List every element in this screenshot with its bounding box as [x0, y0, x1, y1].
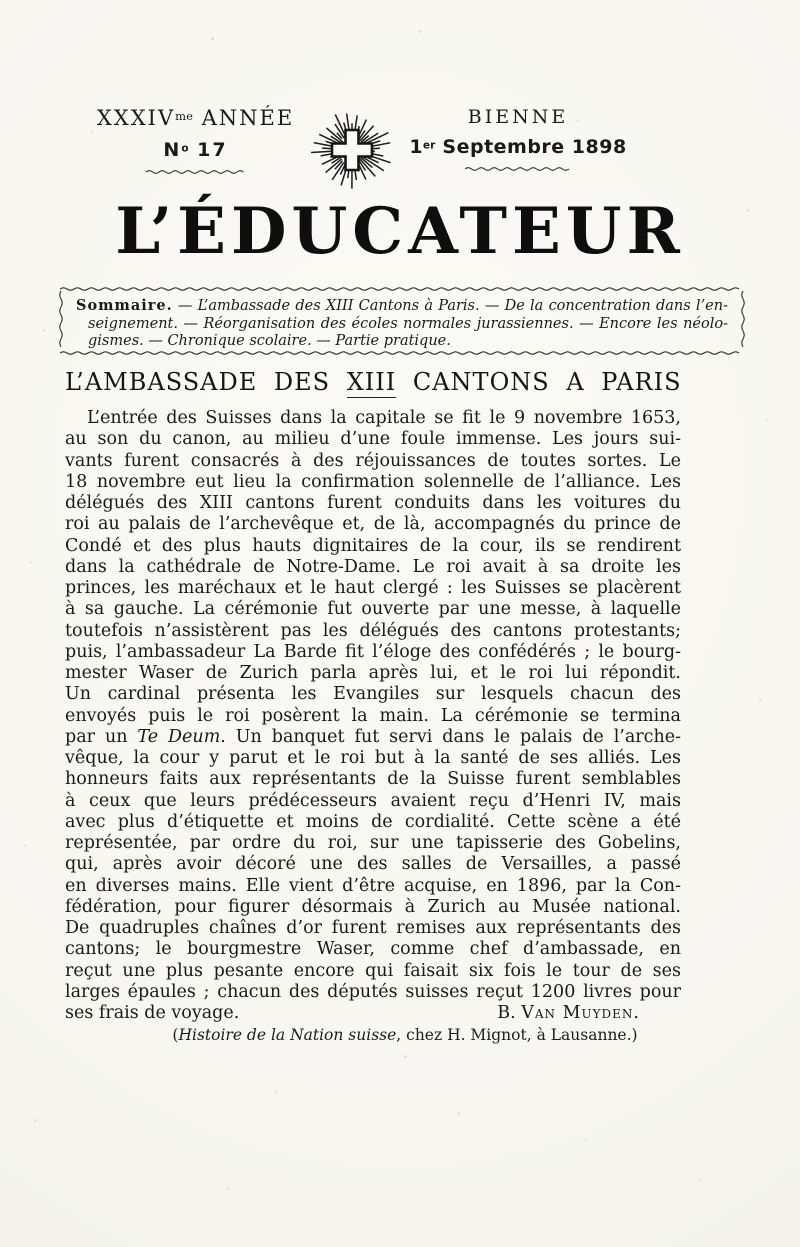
- body-line: par un Te Deum. Un banquet fut servi dans le palais de l’arche-: [65, 726, 681, 747]
- body-line: L’entrée des Suisses dans la capitale se fit le 9 novembre 1653,: [87, 408, 681, 428]
- body-line: à ceux que leurs prédécesseurs avaient reçu d’Henri IV, mais: [65, 790, 681, 811]
- body-line: puis, l’ambassadeur La Barde fit l’éloge des confédérés ; le bourg-: [65, 641, 681, 662]
- squiggle-rule-icon: [465, 165, 571, 173]
- swiss-cross-sunburst-icon: [299, 102, 405, 198]
- body-line: reçut une plus pesante encore qui faisait six fois le tour de ses: [65, 960, 681, 981]
- body-line: princes, les maréchaux et le haut clergé : les Suisses se placèrent: [65, 578, 681, 598]
- body-line: Un cardinal présenta les Evangiles sur lesquels chacun des: [65, 684, 681, 705]
- paper-speckle: [0, 0, 1, 1]
- body-line: Condé et des plus hauts dignitaires de la cour, ils se rendirent: [65, 535, 681, 556]
- body-line: vêque, la cour y parut et le roi but à la santé de ses alliés. Les: [65, 748, 681, 768]
- body-line: fédération, pour figurer désormais à Zurich au Musée national.: [65, 896, 681, 917]
- header-right: [408, 106, 628, 173]
- wavy-border-top: [60, 285, 744, 293]
- body-line: cantons; le bourgmestre Waser, comme chef d’ambassade, en: [65, 939, 681, 960]
- body-line: larges épaules ; chacun des députés suisses reçut 1200 livres pour: [65, 981, 681, 1002]
- body-line: qui, après avoir décoré une des salles de Versailles, a passé: [65, 854, 681, 875]
- sommaire-line: gismes. — Chronique scolaire. — Partie pratique.: [88, 333, 451, 349]
- place-line: BIENNE: [467, 106, 569, 128]
- sommaire-line: Sommaire. — L’ambassade des XIII Cantons à Paris. — De la concentration dans l’en-: [76, 297, 728, 314]
- body-line: honneurs faits aux représentants de la Suisse furent semblables: [65, 769, 681, 790]
- body-line: représentée, par ordre du roi, sur une tapisserie des Gobelins,: [65, 833, 681, 853]
- body-line: toutefois n’assistèrent pas les délégués des cantons protestants;: [65, 620, 681, 641]
- body-line: avec plus d’étiquette et moins de cordialité. Cette scène a été: [65, 811, 681, 832]
- volume-year-line: $XXXIV^{me}$ ANNÉE: [96, 106, 295, 130]
- last-line-text: ses frais de voyage.: [65, 1003, 240, 1023]
- body-last-line: [65, 1003, 681, 1024]
- masthead-title: L’ÉDUCATEUR: [115, 194, 685, 269]
- author-signature: B. Van Muyden.: [497, 1003, 639, 1023]
- article-body: [65, 408, 681, 1024]
- body-line: dans la cathédrale de Notre-Dame. Le roi avait à sa droite les: [65, 556, 681, 577]
- body-line: en diverses mains. Elle vient d’être acquise, en 1896, par la Con-: [65, 875, 681, 896]
- citation-line: (Histoire de la Nation suisse, chez H. Mignot, à Lausanne.): [172, 1026, 638, 1044]
- body-line: délégués des XIII cantons furent conduits dans les voitures du: [65, 493, 681, 513]
- sommaire-box: [60, 287, 744, 355]
- body-line: envoyés puis le roi posèrent la main. La cérémonie se termina: [65, 705, 681, 726]
- body-line: au son du canon, au milieu d’une foule immense. Les jours sui-: [65, 429, 681, 450]
- body-line: à sa gauche. La cérémonie fut ouverte par une messe, à laquelle: [65, 599, 681, 620]
- body-line: roi au palais de l’archevêque et, de là, accompagnés du prince de: [65, 514, 681, 535]
- sommaire-line: seignement. — Réorganisation des écoles normales jurassiennes. — Encore les néolo-: [88, 315, 728, 332]
- header-left: [88, 106, 303, 176]
- body-line: mester Waser de Zurich parla après lui, et le roi lui répondit.: [65, 663, 681, 683]
- issue-number-line: $N^o$ 17: [163, 139, 228, 161]
- body-line: vants furent consacrés à des réjouissances de toutes sortes. Le: [65, 450, 681, 471]
- wavy-border-left: [57, 291, 65, 349]
- wavy-border-right: [739, 291, 747, 349]
- date-line: 1er Septembre 1898: [409, 136, 627, 158]
- sommaire-text: [76, 297, 728, 351]
- body-line: De quadruples chaînes d’or furent remises aux représentants des: [65, 918, 681, 938]
- squiggle-rule-icon: [146, 168, 246, 176]
- body-line: 18 novembre eut lieu la confirmation solennelle de l’alliance. Les: [65, 471, 681, 492]
- article-heading: L’AMBASSADE DES XIII CANTONS A PARIS: [65, 368, 682, 396]
